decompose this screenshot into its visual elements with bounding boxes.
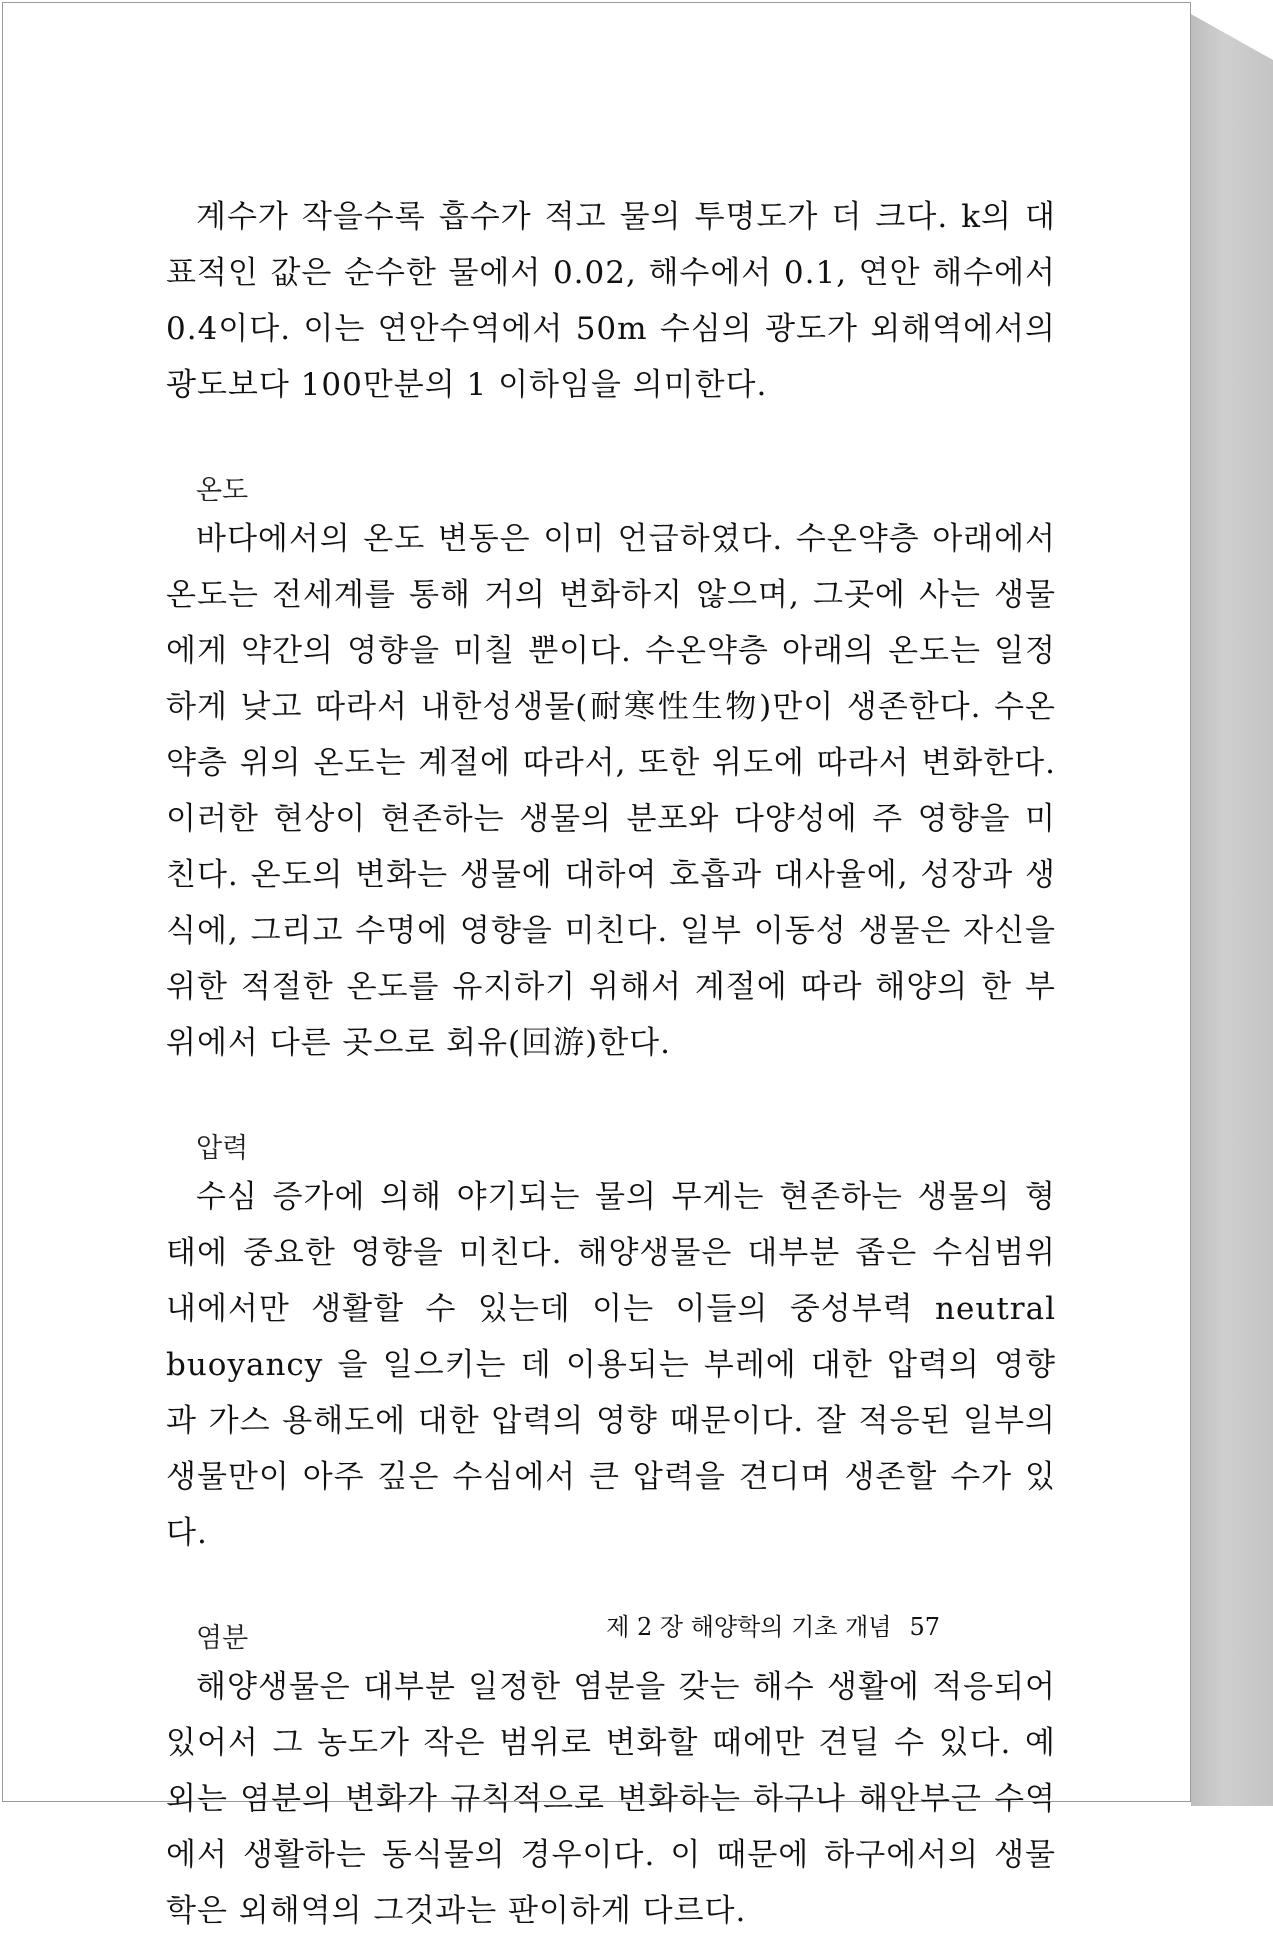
section-body-salinity: 해양생물은 대부분 일정한 염분을 갖는 해수 생활에 적응되어 있어서 그 농도가 작은 범위로 변화할 때에만 견딜 수 있다. 예외는 염분의 변화가 규칙적으로 변화하는 하구나 해안부근 수역에서 생활하는 동식물의 경우이다. 이 때문에 하구에서의 생물학은 외해역의 그것과는 판이하게 다르다. [166,1669,1056,1929]
intro-paragraph: 계수가 작을수록 흡수가 적고 물의 투명도가 더 크다. k의 대표적인 값은 순수한 물에서 0.02, 해수에서 0.1, 연안 해수에서 0.4이다. 이는 연안수역에서 50m 수심의 광도가 외해역에서의 광도보다 100만분의 1 이하임을 의미한다. [166,199,1056,403]
page-number: 57 [909,1613,940,1641]
book-page [2,2,1191,1929]
chapter-title: 제 2 장 해양학의 기초 개념 [606,1613,892,1641]
section-body-pressure: 수심 증가에 의해 야기되는 물의 무게는 현존하는 생물의 형태에 중요한 영향을 미친다. 해양생물은 대부분 좁은 수심범위 내에서만 생활할 수 있는데 이는 이들의 중성부력 neutral buoyancy 을 일으키는 데 이용되는 부레에 대한 압력의 영향과 가스 용해도에 대한 압력의 영향 때문이다. 잘 적응된 일부의 생물만이 아주 깊은 수심에서 큰 압력을 견디며 생존할 수가 있다. [166,1179,1056,1551]
section-body-temperature: 바다에서의 온도 변동은 이미 언급하였다. 수온약층 아래에서 온도는 전세계를 통해 거의 변화하지 않으며, 그곳에 사는 생물에게 약간의 영향을 미칠 뿐이다. 수온약층 아래의 온도는 일정하게 낮고 따라서 내한성생물(耐寒性生物)만이 생존한다. 수온약층 위의 온도는 계절에 따라서, 또한 위도에 따라서 변화한다. 이러한 현상이 현존하는 생물의 분포와 다양성에 주 영향을 미친다. 온도의 변화는 생물에 대하여 호흡과 대사율에, 성장과 생식에, 그리고 수명에 영향을 미친다. 일부 이동성 생물은 자신을 위한 적절한 온도를 유지하기 위해서 계절에 따라 해양의 한 부위에서 다른 곳으로 회유(回游)한다. [166,521,1056,1061]
section-heading-salinity: 염분 [196,1623,249,1654]
page-footer [606,1607,940,1642]
book-edge [1191,0,1273,1806]
section-heading-pressure: 압력 [196,1133,249,1164]
page-content [166,189,1056,1939]
section-heading-temperature: 온도 [196,475,249,506]
